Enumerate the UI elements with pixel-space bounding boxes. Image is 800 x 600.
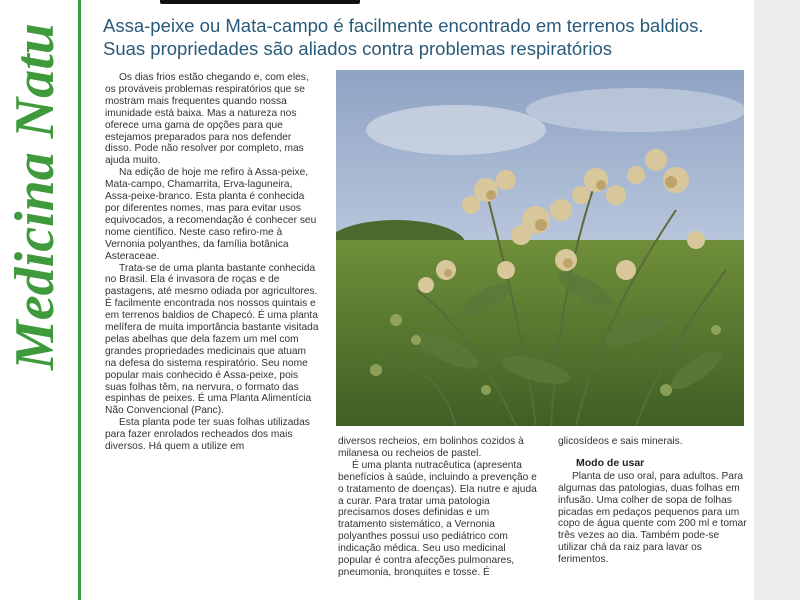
plant-photo-illustration — [336, 70, 744, 426]
section-title-vertical: Medicina Natu — [4, 23, 66, 370]
paragraph: Trata-se de uma planta bastante conhecida no Brasil. Ela é invasora de roças e de pastagens, até mesmo odiada por agricultores. É facilmente encontrada nos nossos quintais e em terrenos baldios de Chapecó. É uma planta melífera de muita importância bastante visitada pelas abelhas que dela fazem um mel com grandes propriedades medicinais que atuam na defesa do sistema respiratório. Seu nome popular mais conhecido é Assa-peixe, pois suas folhas têm, na nervura, o formato das espinhas de peixes. É uma Planta Alimentícia Não Convencional (Panc). — [105, 262, 319, 417]
paragraph: É uma planta nutracêutica (apresenta benefícios à saúde, incluindo a prevenção e o tratamento de doenças). Ela nutre e ajuda a curar. Para tratar uma patologia precisamos doses definidas e um tratamento sistemático, a Vernonia polyanthes possui uso pediátrico com indicação médica. Seu uso medicinal popular é contra afecções pulmonares, pneumonia, bronquites e tosse. É — [338, 459, 537, 578]
section-heading-modo-de-usar: Modo de usar — [576, 456, 645, 469]
article-subtitle — [103, 14, 753, 60]
article-column-2 — [338, 436, 538, 579]
section-divider-line — [78, 0, 81, 600]
paragraph: Planta de uso oral, para adultos. Para algumas das patologias, duas folhas em infusão. Uma colher de sopa de folhas picadas em pedaços pequenos para um copo de água quente com 200 ml e tomar três vezes ao dia. Também pode-se utilizar chá da raiz para lavar os ferimentos. — [558, 470, 747, 566]
cropped-headline-fragment-2 — [250, 0, 330, 2]
paragraph: Na edição de hoje me refiro à Assa-peixe, Mata-campo, Chamarrita, Erva-laguneira, Assa-peixe-branco. Esta planta é conhecida por diferentes nomes, mas para evitar usos equivocados, a recomendação é conhecer seu nome científico. Neste caso refiro-me à Vernonia polyanthes, da família botânica Asteraceae. — [105, 167, 317, 262]
article-column-1 — [105, 72, 320, 453]
article-column-3 — [558, 436, 748, 566]
paragraph: Os dias frios estão chegando e, com eles, os prováveis problemas respiratórios que se mostram mais frequentes quando nossa imunidade está baixa. Mas a natureza nos oferece uma gama de opções para que estejamos preparados para nos defender disso. Pode não resolver por completo, mas ajuda muito. — [105, 72, 309, 167]
paragraph: diversos recheios, em bolinhos cozidos à milanesa ou recheios de pastel. — [338, 436, 524, 459]
viewer-background — [754, 0, 800, 600]
subtitle-line-1: Assa-peixe ou Mata-campo é facilmente encontrado em terrenos baldios. — [103, 15, 704, 36]
subtitle-line-2: Suas propriedades são aliados contra problemas respiratórios — [103, 38, 613, 59]
paragraph: glicosídeos e sais minerais. — [558, 436, 683, 447]
plant-photo — [336, 70, 744, 426]
paragraph: Esta planta pode ter suas folhas utilizadas para fazer enrolados recheados dos mais diversos. Há quem a utilize em — [105, 417, 310, 453]
